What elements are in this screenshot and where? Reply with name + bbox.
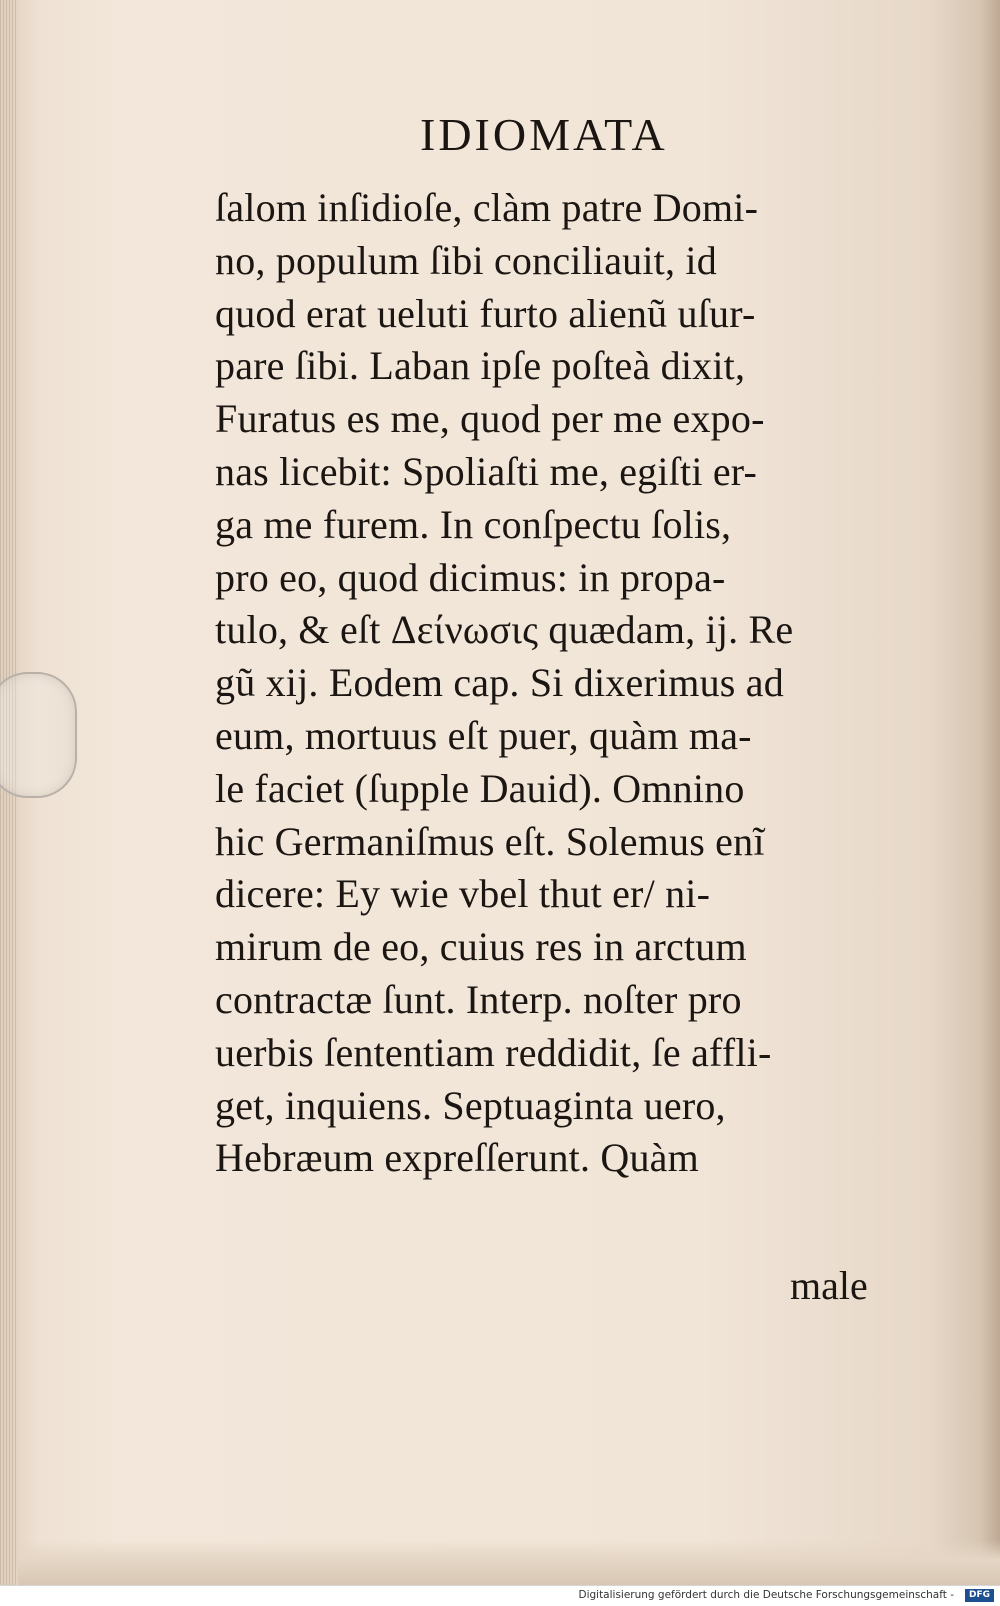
text-line: Hebræum expreſſerunt. Quàm [215, 1135, 699, 1181]
text-line: nas licebit: Spoliaſti me, egiſti er- [215, 448, 758, 494]
footer-credit-text: Digitalisierung gefördert durch die Deutsche Forschungsgemeinschaft - [578, 1589, 954, 1601]
digitization-footer [0, 1585, 1000, 1606]
running-header: IDIOMATA [420, 109, 668, 160]
text-line: ſalom inſidioſe, clàm patre Domi- [215, 185, 759, 230]
text-line: uerbis ſententiam reddidit, ſe affli- [215, 1029, 772, 1075]
catchword: male [790, 1263, 868, 1308]
body-text [215, 182, 915, 1185]
text-line: Furatus es me, quod per me expo- [215, 396, 765, 442]
page-clip [0, 672, 77, 798]
text-line: quod erat ueluti furto alienũ uſur- [215, 290, 756, 336]
text-line: dicere: Ey wie vbel thut er/ ni- [215, 871, 711, 917]
text-line: le faciet (ſupple Dauid). Omnino [215, 765, 745, 811]
text-line: gũ xij. Eodem cap. Si dixerimus ad [215, 660, 784, 706]
text-line: mirum de eo, cuius res in arctum [215, 924, 747, 970]
text-line: eum, mortuus eſt puer, quàm ma- [215, 712, 752, 758]
page-bottom-edge [18, 1540, 1000, 1585]
text-line: no, populum ſibi conciliauit, id [215, 237, 717, 283]
text-line: pare ſibi. Laban ipſe poſteà dixit, [215, 343, 746, 389]
dfg-logo: DFG [965, 1589, 994, 1602]
text-line: contractæ ſunt. Interp. noſter pro [215, 976, 742, 1022]
text-line: pro eo, quod dicimus: in propa- [215, 554, 726, 600]
text-line: ga me furem. In conſpectu ſolis, [215, 501, 732, 547]
text-line: tulo, & eſt Δείνωσις quædam, ij. Re [215, 607, 794, 653]
text-line: hic Germaniſmus eſt. Solemus enĩ [215, 818, 765, 864]
text-line: get, inquiens. Septuaginta uero, [215, 1082, 726, 1128]
